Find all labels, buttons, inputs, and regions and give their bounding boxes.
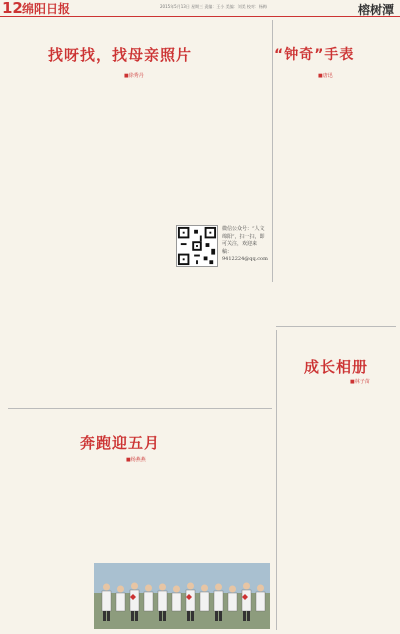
body-text-photos-bottom xyxy=(102,272,260,402)
qr-caption: 微信公众号：“人文绵阳”，扫一扫，即可关注，欢迎来稿：9412224@qq.com xyxy=(222,226,268,262)
body-text-photos-col1 xyxy=(20,84,94,402)
headline-photos: 找呀找，找母亲照片 xyxy=(48,46,193,64)
body-text-watch-col2 xyxy=(340,82,396,322)
body-text-growth-col1 xyxy=(282,390,336,630)
qr-code xyxy=(176,225,218,267)
group-photo-graphic xyxy=(94,563,270,629)
byline-watch: ■唐迅 xyxy=(318,73,333,79)
qr-code-graphic xyxy=(177,226,217,266)
byline-run: ■杨燕燕 xyxy=(126,457,146,463)
body-text-photos-col3 xyxy=(186,84,260,224)
paper-name: 绵阳日报 xyxy=(22,2,71,16)
body-text-run-col2 xyxy=(94,468,168,560)
column-divider xyxy=(272,20,273,282)
headline-run: 奔跑迎五月 xyxy=(80,434,161,452)
group-photo xyxy=(94,563,270,629)
section-title: 榕树潭 xyxy=(357,3,394,17)
issue-meta: 2015年5月13日 星期三 责编：王小 美编：刘美 校对：杨梅 xyxy=(160,4,267,9)
byline-growth: ■林子苗 xyxy=(350,379,370,385)
body-text-run-col1 xyxy=(12,468,86,630)
body-text-watch-col1 xyxy=(282,82,334,322)
body-text-photos-col2 xyxy=(102,84,176,224)
headline-growth: 成长相册 xyxy=(304,358,369,376)
article-divider xyxy=(8,408,272,409)
section-divider xyxy=(276,326,396,327)
page-number: 12 xyxy=(2,0,23,17)
page-header xyxy=(0,0,400,17)
headline-watch: “钟奇”手表 xyxy=(274,47,355,63)
body-text-run-col3 xyxy=(176,468,250,560)
body-text-growth-col2 xyxy=(342,390,396,630)
byline-photos: ■徐秀丹 xyxy=(124,73,144,79)
column-divider-lower xyxy=(276,330,277,630)
